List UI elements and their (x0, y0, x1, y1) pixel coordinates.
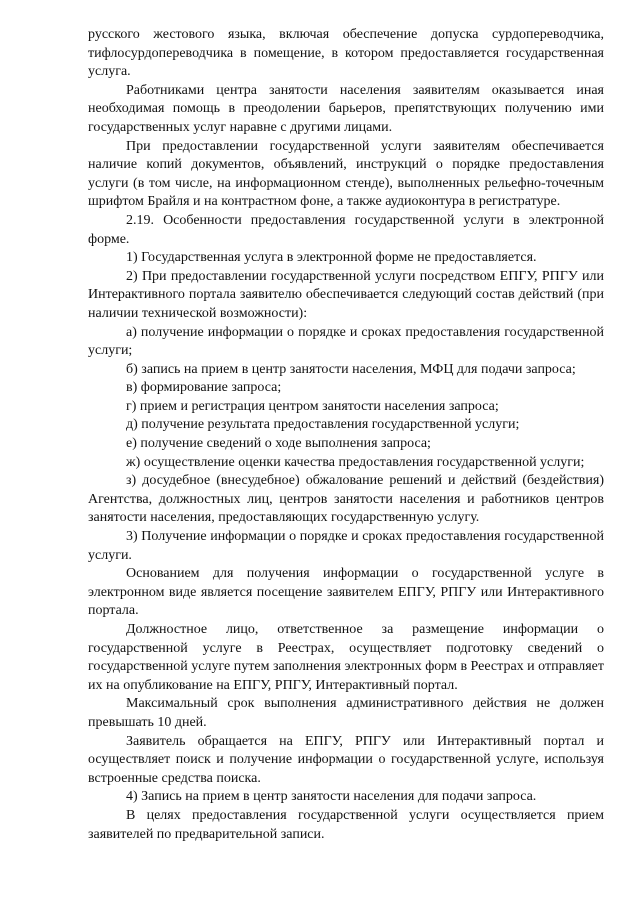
list-item-2: 2) При предоставлении государственной услуги посредством ЕПГУ, РПГУ или Интерактивного портала заявителю обеспечивается следующий состав действий (при наличии технической возможности): (88, 268, 604, 321)
paragraph-assistance: Работниками центра занятости населения заявителям оказывается иная необходимая помощь в преодолении барьеров, препятствующих получению ими государственных услуг наравне с другими лицами. (88, 82, 604, 135)
list-item-4: 4) Запись на прием в центр занятости населения для подачи запроса. (126, 789, 537, 805)
list-item-2a: а) получение информации о порядке и сроках предоставления государственной услуги; (88, 324, 604, 359)
paragraph-appointment: В целях предоставления государственной услуги осуществляется прием заявителей по предварительной записи. (88, 807, 604, 842)
paragraph-max-term: Максимальный срок выполнения административного действия не должен превышать 10 дней. (88, 696, 604, 730)
paragraph-basis: Основанием для получения информации о государственной услуге в электронном виде является посещение заявителем ЕПГУ, РПГУ или Интерактивного портала. (88, 566, 604, 619)
paragraph-accessibility-sign-language: русского жестового языка, включая обеспечение допуска сурдопереводчика, тифлосурдопереводчика в помещение, в котором предоставляется государственная услуга. (88, 27, 604, 80)
paragraph-official: Должностное лицо, ответственное за размещение информации о государственной услуге в Реестрах, осуществляет подготовку сведений о государственной услуге путем заполнения электронных форм в Реестрах и отправляет их на опубликование на ЕПГУ, РПГУ, Интерактивный портал. (88, 622, 604, 693)
list-item-2zh: ж) осуществление оценки качества предоставления государственной услуги; (126, 454, 585, 470)
paragraph-braille-copies: При предоставлении государственной услуги заявителям обеспечивается наличие копий документов, объявлений, инструкций о порядке предоставления услуги (в том числе, на информационном стенде), выполненных рельефно-точечным шрифтом Брайля и на контрастном фоне, а также аудиоконтура в регистратуре. (88, 138, 604, 210)
list-item-2e: е) получение сведений о ходе выполнения запроса; (126, 436, 431, 452)
list-item-2z: з) досудебное (внесудебное) обжалование решений и действий (бездействия) Агентства, должностных лиц, центров занятости населения и работников центров занятости населения, предоставляющих государственную услугу. (88, 473, 604, 526)
paragraph-applicant-search: Заявитель обращается на ЕПГУ, РПГУ или Интерактивный портал и осуществляет поиск и получение информации о государственной услуге, используя встроенные средства поиска. (88, 733, 604, 786)
list-item-1: 1) Государственная услуга в электронной форме не предоставляется. (126, 250, 537, 266)
list-item-2g: г) прием и регистрация центром занятости населения запроса; (126, 398, 499, 414)
list-item-3: 3) Получение информации о порядке и сроках предоставления государственной услуги. (88, 529, 604, 563)
section-heading-2-19: 2.19. Особенности предоставления государственной услуги в электронной форме. (88, 212, 604, 247)
list-item-2v: в) формирование запроса; (126, 380, 282, 396)
list-item-2b: б) запись на прием в центр занятости населения, МФЦ для подачи запроса; (126, 361, 576, 377)
list-item-2d: д) получение результата предоставления государственной услуги; (126, 417, 520, 433)
